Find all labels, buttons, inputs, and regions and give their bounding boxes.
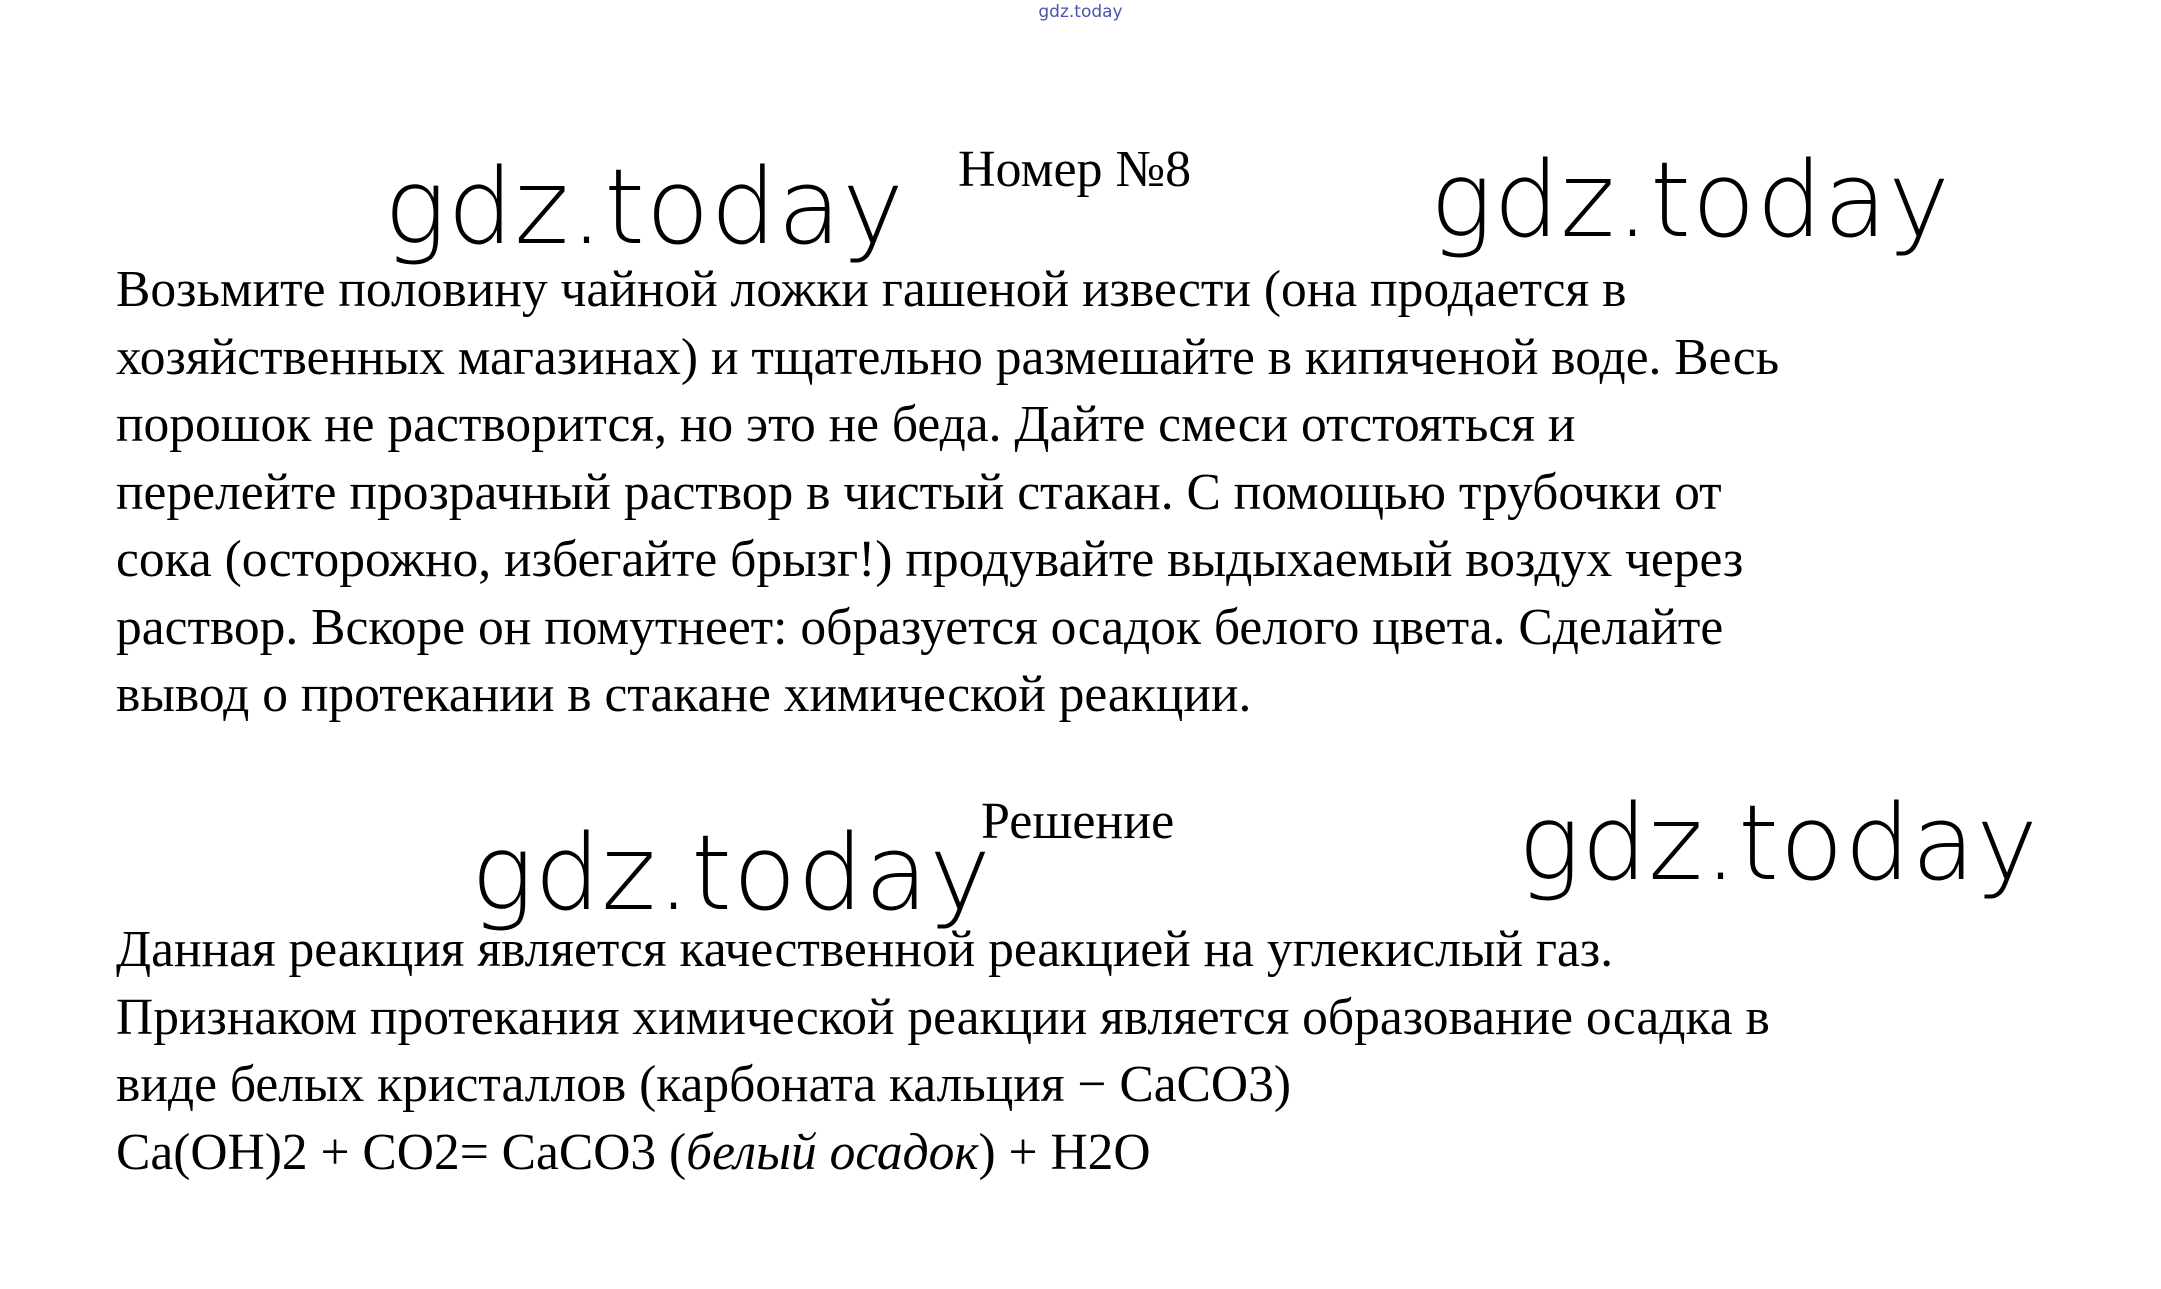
watermark: gdz.today — [1518, 782, 2039, 904]
solution-line: Признаком протекания химической реакции является образование осадка в — [116, 988, 1770, 1046]
reaction-equation — [116, 1119, 1770, 1187]
watermark: gdz.today — [1430, 139, 1951, 261]
problem-line: перелейте прозрачный раствор в чистый стакан. С помощью трубочки от — [116, 463, 1722, 521]
watermark: gdz.today — [471, 812, 992, 934]
problem-line: вывод о протекании в стакане химической реакции. — [116, 666, 1252, 723]
equation-reactants: Ca(OH)2 + CO2= CaCO3 ( — [116, 1123, 687, 1181]
problem-line: Возьмите половину чайной ложки гашеной извести (она продается в — [116, 261, 1627, 318]
problem-line: раствор. Вскоре он помутнеет: образуется осадок белого цвета. Сделайте — [116, 598, 1724, 656]
solution-text — [116, 916, 1770, 1186]
problem-line: сока (осторожно, избегайте брызг!) продувайте выдыхаемый воздух через — [116, 531, 1744, 588]
problem-text — [116, 256, 1779, 729]
equation-products: ) + H2O — [978, 1123, 1151, 1181]
solution-line: Данная реакция является качественной реакцией на углекислый газ. — [116, 921, 1614, 978]
top-watermark: gdz.today — [1038, 2, 1123, 22]
problem-line: порошок не растворится, но это не беда. Дайте смеси отстояться и — [116, 396, 1576, 453]
watermark: gdz.today — [384, 146, 905, 268]
solution-heading: Решение — [981, 793, 1175, 850]
solution-line: виде белых кристаллов (карбоната кальция − CaCO3) — [116, 1056, 1291, 1113]
precipitate-note: белый осадок — [686, 1123, 979, 1181]
problem-line: хозяйственных магазинах) и тщательно размешайте в кипяченой воде. Весь — [116, 328, 1780, 386]
task-heading: Номер №8 — [958, 141, 1192, 198]
